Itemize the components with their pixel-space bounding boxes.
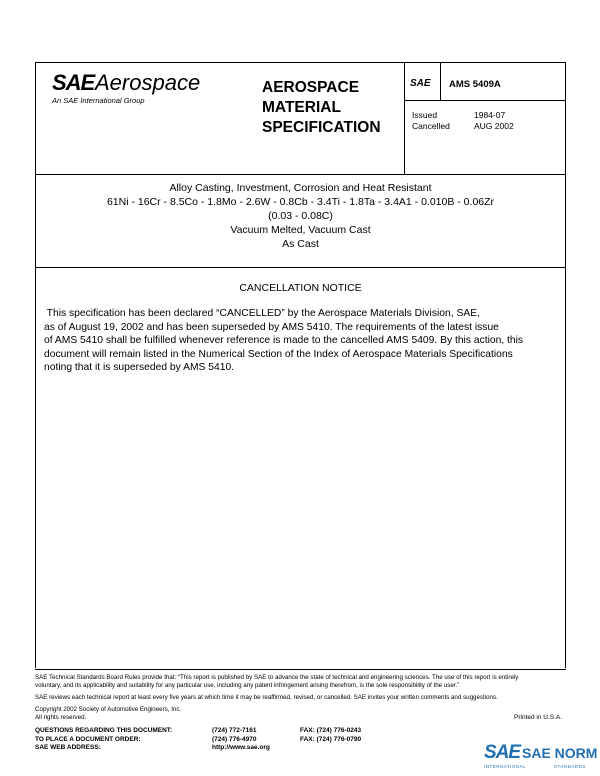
small-logo-divider — [440, 62, 441, 100]
issued-label: Issued — [412, 110, 438, 120]
contact-phones — [212, 727, 270, 753]
title-line: AEROSPACE — [262, 79, 360, 96]
notice-line: document will remain listed in the Numerical Section of the Index of Aerospace Materials Specifications — [44, 348, 513, 360]
phone-number: (724) 772-7161 — [212, 727, 257, 734]
board-rules-line: voluntary, and its applicability and suitability for any particular use, including any patent infringement arising therefrom, is the sole responsibility of the user.” — [35, 682, 460, 689]
footer-rule — [35, 669, 566, 670]
notice-paragraph — [44, 307, 560, 375]
small-sae-logo: SAE — [410, 78, 431, 89]
logo-subtitle: An SAE International Group — [52, 96, 145, 105]
watermark-logo: SAE — [484, 742, 521, 763]
header-divider — [404, 62, 405, 175]
subject-line: As Cast — [282, 238, 319, 250]
watermark-subtitle: INTERNATIONAL STANDARDS — [484, 764, 586, 769]
notice-line: noting that it is superseded by AMS 5410. — [44, 362, 235, 373]
printed-in: Printed in U.S.A. — [514, 714, 563, 721]
notice-heading: CANCELLATION NOTICE — [239, 282, 362, 294]
phone-number: (724) 776-4970 — [212, 735, 257, 743]
contact-label: TO PLACE A DOCUMENT ORDER: — [35, 735, 141, 743]
contact-label: SAE WEB ADDRESS: — [35, 744, 101, 751]
web-address-link[interactable]: http://www.sae.org — [212, 744, 270, 751]
title-line: MATERIAL — [262, 99, 341, 116]
subject-line: (0.03 - 0.08C) — [268, 210, 333, 222]
review-note: SAE reviews each technical report at least every five years at which time it may be reaffirmed, revised, or cancelled. SAE invites your written comments and suggestions. — [35, 694, 498, 701]
sae-logo: SAE — [52, 70, 95, 95]
document-title — [262, 78, 381, 138]
rights-reserved: All rights reserved. — [35, 714, 87, 721]
subject-line: 61Ni - 16Cr - 8.5Co - 1.8Mo - 2.6W - 0.8Cb - 3.4Ti - 1.8Ta - 3.4A1 - 0.010B - 0.06Zr — [106, 196, 495, 208]
notice-line: This specification has been declared “CANCELLED” by the Aerospace Materials Division, SAE, — [44, 308, 480, 319]
notice-line: of AMS 5410 shall be fulfilled whenever reference is made to the cancelled AMS 5409. By this action, this — [44, 335, 524, 346]
issued-date: 1984-07 — [474, 110, 506, 120]
fax-number: FAX: (724) 776-0243 — [300, 727, 362, 734]
contact-labels — [35, 727, 172, 753]
contact-label: QUESTIONS REGARDING THIS DOCUMENT: — [35, 727, 173, 734]
title-line: SPECIFICATION — [262, 119, 381, 136]
watermark-text: SAE NORM — [522, 745, 598, 761]
notice-line: as of August 19, 2002 and has been superseded by AMS 5410. The requirements of the latest issue — [44, 321, 499, 333]
aerospace-logo-text: Aerospace — [95, 70, 201, 95]
cancelled-label: Cancelled — [412, 121, 450, 131]
copyright: Copyright 2002 Society of Automotive Engineers, Inc. — [35, 706, 182, 713]
board-rules-line: SAE Technical Standards Board Rules provide that: “This report is published by SAE to advance the state of technical and engineering sciences. The use of this report is entirely — [35, 674, 519, 681]
contact-faxes — [300, 727, 361, 744]
subject-line: Vacuum Melted, Vacuum Cast — [230, 224, 371, 236]
doc-number-divider — [404, 100, 566, 101]
subject-line: Alloy Casting, Investment, Corrosion and Heat Resistant — [169, 182, 432, 194]
cancelled-date: AUG 2002 — [474, 121, 514, 131]
fax-number: FAX: (724) 776-0790 — [300, 735, 362, 743]
document-number: AMS 5409A — [449, 79, 501, 90]
